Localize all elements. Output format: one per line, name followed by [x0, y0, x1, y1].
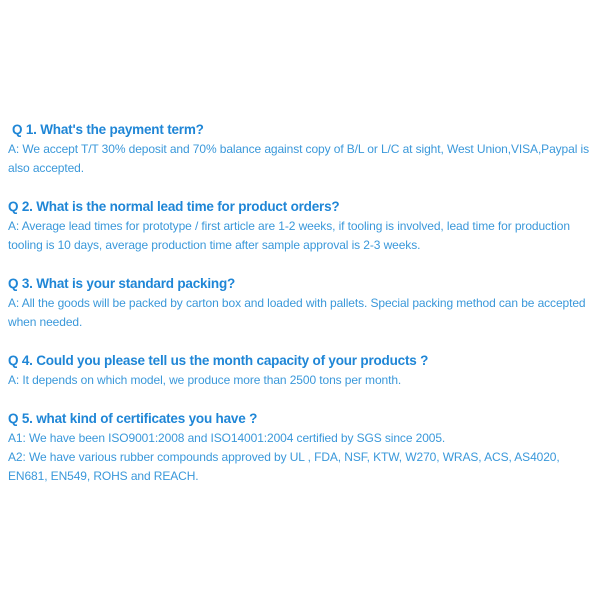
faq-answer-a2: A2: We have various rubber compounds approved by UL , FDA, NSF, KTW, W270, WRAS, ACS, AS4020, EN681, EN549, ROHS and REACH.	[8, 450, 560, 483]
faq-question: Q 1. What's the payment term?	[12, 122, 204, 137]
faq-item-payment-term	[8, 120, 596, 197]
faq-answer: A: It depends on which model, we produce more than 2500 tons per month.	[8, 373, 402, 387]
faq-question: Q 2. What is the normal lead time for product orders?	[8, 199, 340, 214]
faq-item-standard-packing	[8, 274, 596, 351]
faq-question: Q 4. Could you please tell us the month capacity of your products ?	[8, 353, 429, 368]
faq-item-lead-time	[8, 197, 596, 274]
faq-item-month-capacity	[8, 351, 596, 409]
faq-question: Q 5. what kind of certificates you have ?	[8, 411, 258, 426]
faq-item-certificates	[8, 409, 596, 489]
faq-answer-a1: A1: We have been ISO9001:2008 and ISO14001:2004 certified by SGS since 2005.	[8, 431, 446, 445]
faq-answer: A: Average lead times for prototype / first article are 1-2 weeks, if tooling is involved, lead time for production tooling is 10 days, average production time after sample approval is 2-3 weeks.	[8, 219, 570, 252]
faq-answer: A: All the goods will be packed by carton box and loaded with pallets. Special packing method can be accepted when needed.	[8, 296, 586, 329]
faq-question: Q 3. What is your standard packing?	[8, 276, 236, 291]
faq-list	[8, 120, 596, 489]
faq-answer: A: We accept T/T 30% deposit and 70% balance against copy of B/L or L/C at sight, West Union,VISA,Paypal is also accepted.	[8, 142, 589, 175]
